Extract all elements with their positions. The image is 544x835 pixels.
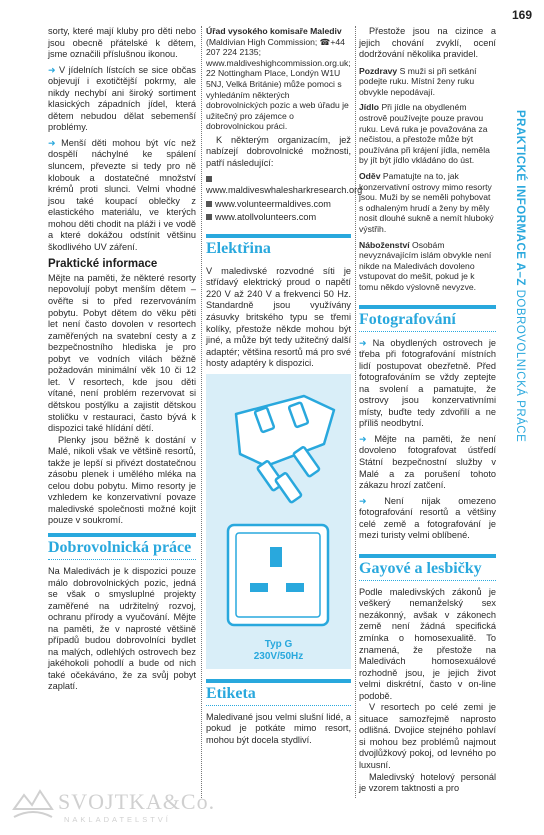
column-divider	[355, 26, 356, 798]
term: Jídlo	[359, 102, 380, 113]
publisher-subtitle: NAKLADATELSTVÍ	[64, 815, 171, 824]
publisher-name: SVOJTKA&Co.	[58, 789, 216, 814]
section-heading-photography: Fotografování	[359, 305, 496, 332]
column-1	[48, 26, 196, 693]
column-divider	[201, 26, 202, 798]
bullet-square-icon	[206, 214, 212, 220]
column-3	[359, 26, 496, 795]
paragraph: K některým organizacím, jež nabízejí dobrovolnické možnosti, patří následující:	[206, 134, 351, 169]
section-heading-electricity: Elektřina	[206, 234, 351, 260]
socket-caption: Typ G 230V/50Hz	[253, 638, 304, 662]
link-item[interactable]: www.atollvolunteers.com	[206, 212, 351, 224]
paragraph: Maledivané jsou velmi slušní lidé, a pokud je potkáte mimo resort, mohou být docela stydliví.	[206, 711, 351, 745]
paragraph: Plenky jsou běžně k dostání v Malé, nikoli však ve většině resortů, takže je lepší si přivézt dostatečnou zásobu plenek i umělého mléka na celou dobu pobytu. Mimo resorty je vzhledem ke konzervativní povaze maledivské společnosti možné kojit pouze v soukromí.	[48, 434, 196, 526]
arrow-icon: ➜	[359, 495, 385, 506]
term: Oděv	[359, 170, 381, 181]
arrow-icon: ➜	[48, 64, 59, 75]
arrow-icon: ➜	[359, 337, 373, 348]
sidebar-subtitle: DOBROVOLNICKÁ PRÁCE	[514, 289, 526, 443]
section-heading-volunteering: Dobrovolnická práce	[48, 533, 196, 560]
paragraph: V maledivské rozvodné síti je střídavý elektrický proud o napětí 220 V až 240 V a frekvenci 50 Hz. Standardně jsou využívány zásuvky britského typu se třemi kolíky, přestože někde mohou být jiné, a může být tedy užitečný další adaptér; většina resortů má pro své hosty adaptéry k dispozici.	[206, 265, 351, 369]
page-number: 169	[511, 8, 532, 22]
publisher-logo-icon	[10, 787, 56, 831]
socket-icon	[206, 521, 351, 639]
publisher-watermark	[10, 787, 225, 831]
etiquette-item: Oděv Pamatujte na to, jak konzervativní ostrovy mimo resorty jsou. Muži by se neměli pohybovat s odhaleným hrudí a ženy by měly nosit dlouhé sukně a nemít hluboký výstřih.	[359, 170, 494, 234]
socket-illustration	[206, 374, 351, 669]
office-name: Úřad vysokého komisaře Malediv	[206, 26, 342, 36]
sidebar-section-tab	[506, 110, 530, 480]
section-heading-etiquette: Etiketa	[206, 679, 351, 706]
subheading-practical: Praktické informace	[48, 258, 158, 271]
section-heading-gay-lesbian: Gayové a lesbičky	[359, 554, 496, 581]
paragraph: Mějte na paměti, že některé resorty nepovolují pobyt menším dětem – ověřte si to před rezervováním pobytu. Pobyt dětem do věku pěti let není často dovolen v resortech zaměřených na svatební cesty a z bezpečnostního hlediska je pro pobyt ve vodních vilách běžně požadován minimální věk 10 či 12 let. V resortech, kde jsou děti vítané, není problém rezervovat si dětskou postýlku a zajistit dětskou stoličku v restauraci, často bývá k dispozici také hlídání dětí.	[48, 272, 196, 434]
column-2	[206, 26, 363, 746]
link-item[interactable]: www.maldiveswhalesharkresearch.org	[206, 174, 351, 197]
bullet-paragraph: ➜ Na obydlených ostrovech je třeba při fotografování místních lidí postupovat obezřetně. Před fotografováním se vždy zeptejte na svolení a pamatujte, že ostrovy jsou konzervativními místy, buďte tedy zdvořilí a ne příliš neodbytní.	[359, 337, 496, 429]
office-entry	[206, 26, 351, 132]
bullet-square-icon	[206, 201, 212, 207]
arrow-icon: ➜	[48, 137, 62, 148]
etiquette-item: Jídlo Při jídle na obydleném ostrově používejte pouze pravou ruku. Levá ruka je považována za nečistou, a přestože může být používána při krájení jídla, neměla by jít být jídlo vkládáno do úst.	[359, 102, 490, 166]
bullet-square-icon	[206, 176, 212, 182]
etiquette-item: Pozdravy S muži si při setkání podejte ruku. Místní ženy ruku obvykle nepodávají.	[359, 65, 477, 97]
etiquette-item: Náboženství Osobám nevyznávajícím islám obvykle není nikde na Maledivách dovoleno vstupovat do mešit, pokud je k tomu někdo výslovně nevyzve.	[359, 239, 492, 292]
plug-icon	[206, 374, 351, 521]
bullet-paragraph: ➜ Není nijak omezeno fotografování resortů a většiny celé země a fotografování je mezi turisty velmi oblíbené.	[359, 495, 496, 541]
office-details: (Maldivian High Commission; ☎+44 207 224 2135; www.maldiveshighcommission.org.uk; 22 Nottingham Place, Londýn W1U 5NJ, Velká Británie) může pomoci s vyhledáním některých dobrovolnických pozic a web úřadu je užitečný pro zájemce o dobrovolnickou práci.	[206, 36, 351, 132]
link-item[interactable]: www.volunteermaldives.com	[206, 199, 351, 211]
arrow-icon: ➜	[359, 433, 375, 444]
plug-image	[206, 374, 351, 521]
paragraph: Na Maledivách je k dispozici pouze málo dobrovolnických pozic, jedná se však o smysluplné projekty zaměřené na udržitelný rozvoj, ochranu přírody a vyučování. Mějte na paměti, že v naprosté většině případů budou dobrovolníci bydlet na malých, odlehlých ostrovech bez jakéhokoli pohodlí a bude od nich také očekáváno, že za svůj pobyt zaplatí.	[48, 565, 196, 692]
term: Náboženství	[359, 239, 410, 250]
bullet-paragraph: ➜ Mějte na paměti, že není dovoleno fotografovat ústředí Státní bezpečnostní služby v Malé a za porušení tohoto zákazu hrozí zatčení.	[359, 433, 496, 491]
paragraph: Maledivský hotelový personál je vzorem taktnosti a pro	[359, 771, 496, 794]
paragraph: Přestože jsou na cizince a jejich chování zvyklí, ocení dodržování několika pravidel.	[359, 26, 496, 60]
paragraph: Podle maledivských zákonů je veškerý nemanželský sex nezákonný, avšak v zákonech země není žádná specifická zmínka o homosexualitě. To znamená, že přestože na Maledivách homosexuálové rozhodně jsou, je jejich život velmi diskrétní, často v on-line podobě.	[359, 586, 496, 701]
bullet-paragraph: ➜ Menší děti mohou být víc než dospělí náchylné ke spálení sluncem, převezte si tedy pro ně klobouk a dostatečné množství krémů proti slunci. Velmi vhodné jsou také koupací oblečky z elastického materiálu, ve kterých mohou děti chodit na pláži i ve vodě a které dokážou odstínit většinu škodlivého UV záření.	[48, 137, 196, 252]
sidebar-title: PRAKTICKÉ INFORMACE A–Z	[514, 110, 526, 286]
paragraph: V resortech po celé zemi je situace samozřejmě naprosto odlišná. Dvojice stejného pohlaví si mohou bez problémů najmout dvojlůžkový pokoj, od levného po luxusní.	[359, 702, 496, 771]
term: Pozdravy	[359, 65, 398, 76]
paragraph: sorty, které mají kluby pro děti nebo jsou obecně přátelské k dětem, jsme označili příslušnou ikonou.	[48, 26, 196, 60]
socket-image	[206, 521, 351, 639]
bullet-paragraph: ➜ V jídelních lístcích se sice občas objevují i exotičtější pokrmy, ale nikdy nechybí ani široký sortiment klasických západních jídel, která dětem nebudou dělat sebemenší problémy.	[48, 64, 196, 133]
